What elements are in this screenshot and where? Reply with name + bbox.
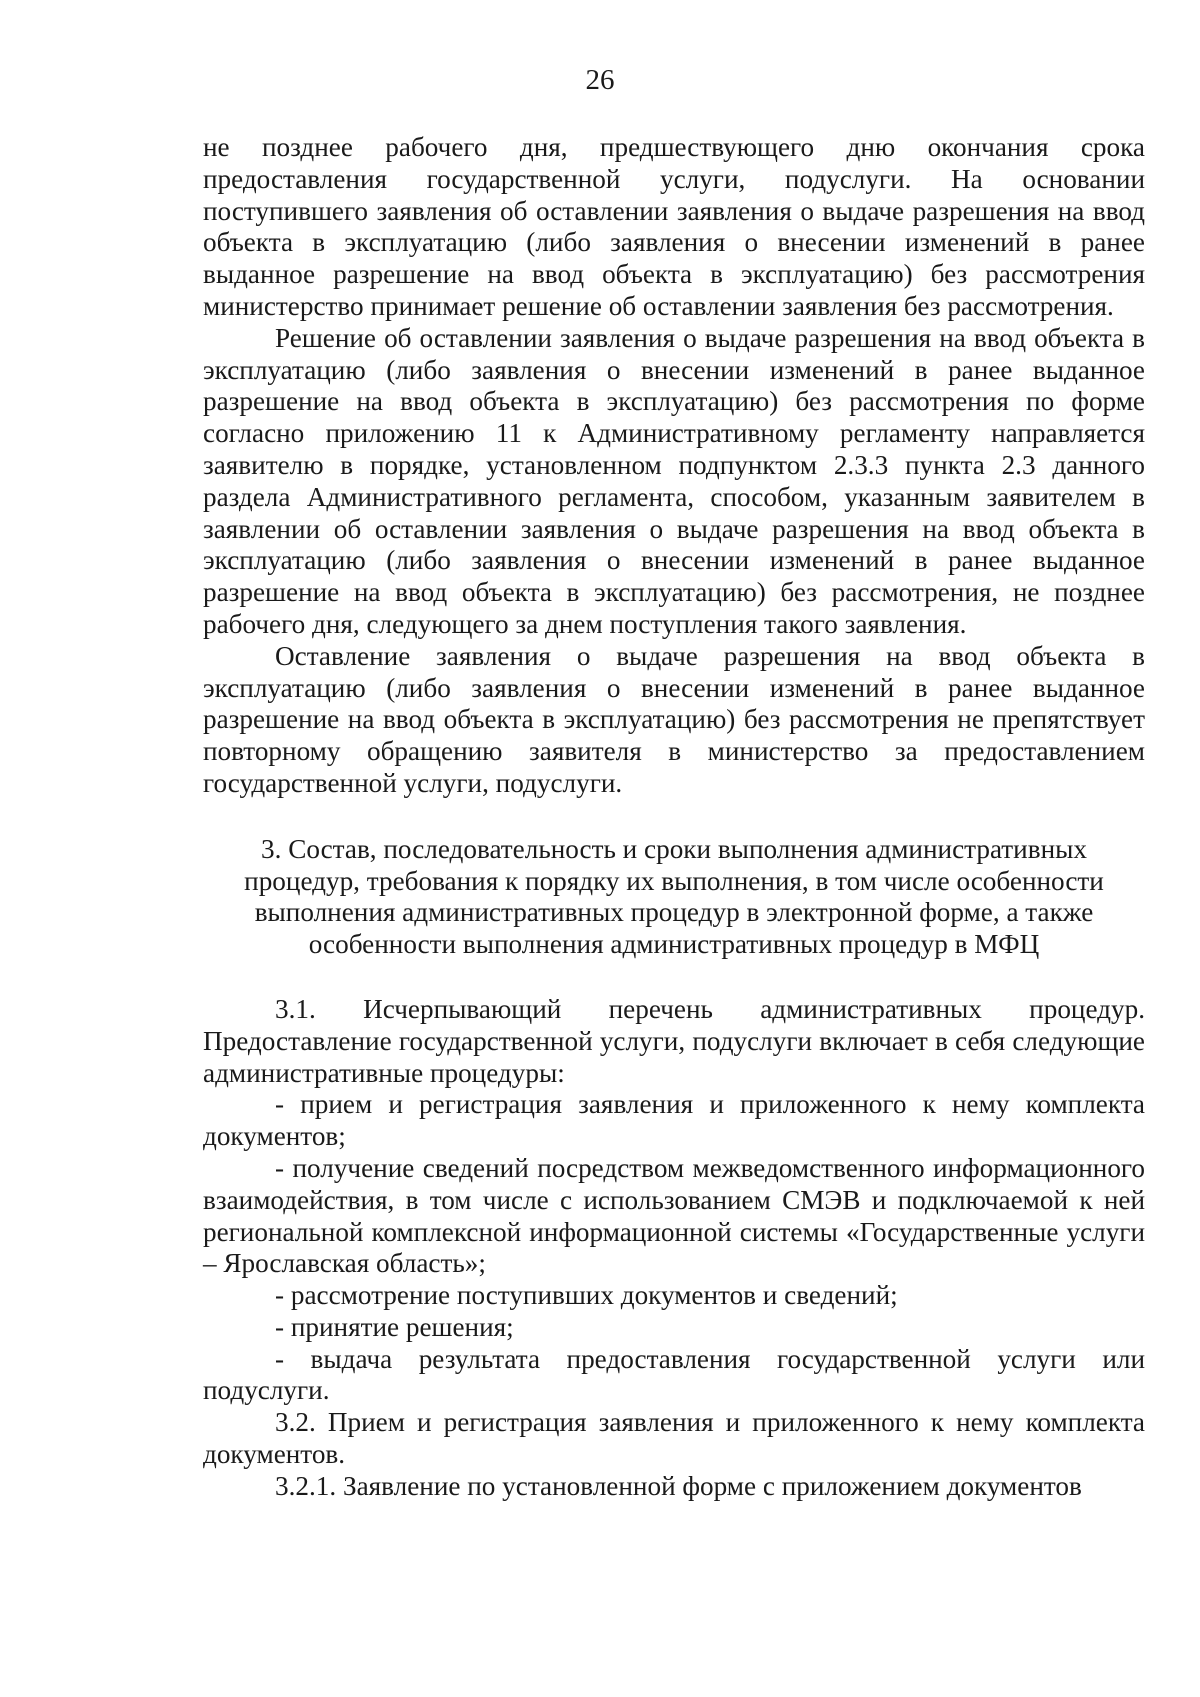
section-heading-line: особенности выполнения административных процедур в МФЦ — [308, 929, 1040, 960]
paragraph: 3.2. Прием и регистрация заявления и приложенного к нему комплекта документов. — [203, 1407, 1145, 1470]
list-item: - рассмотрение поступивших документов и сведений; — [275, 1280, 898, 1311]
document-body — [203, 132, 1145, 1503]
list-item: - принятие решения; — [275, 1311, 514, 1342]
paragraph: 3.1. Исчерпывающий перечень административных процедур. Предоставление государственной услуги, подуслуги включает в себя следующие административные процедуры: — [203, 993, 1145, 1088]
list-item: - получение сведений посредством межведомственного информационного взаимодействия, в том числе с использованием СМЭВ и подключаемой к ней региональной комплексной информационной системы «Государственные услуги – Ярославская область»; — [203, 1152, 1145, 1279]
list-item: - прием и регистрация заявления и приложенного к нему комплекта документов; — [203, 1089, 1145, 1152]
paragraph: Оставление заявления о выдаче разрешения на ввод объекта в эксплуатацию (либо заявления о внесении изменений в ранее выданное разрешение на ввод объекта в эксплуатацию) без рассмотрения не препятствует повторному обращению заявителя в министерство за предоставлением государственной услуги, подуслуги. — [203, 640, 1145, 798]
paragraph: Решение об оставлении заявления о выдаче разрешения на ввод объекта в эксплуатацию (либо заявления о внесении изменений в ранее выданное разрешение на ввод объекта в эксплуатацию) без рассмотрения по форме согласно приложению 11 к Административному регламенту направляется заявителю в порядке, установленном подпунктом 2.3.3 пункта 2.3 данного раздела Административного регламента, способом, указанным заявителем в заявлении об оставлении заявления о выдаче разрешения на ввод объекта в эксплуатацию (либо заявления о внесении изменений в ранее выданное разрешение на ввод объекта в эксплуатацию) без рассмотрения, не позднее рабочего дня, следующего за днем поступления такого заявления. — [203, 322, 1145, 639]
section-heading-line: выполнения административных процедур в электронной форме, а также — [254, 897, 1094, 928]
paragraph: не позднее рабочего дня, предшествующего дню окончания срока предоставления государственной услуги, подуслуги. На основании поступившего заявления об оставлении заявления о выдаче разрешения на ввод объекта в эксплуатацию (либо заявления о внесении изменений в ранее выданное разрешение на ввод объекта в эксплуатацию) без рассмотрения министерство принимает решение об оставлении заявления без рассмотрения. — [203, 132, 1145, 321]
section-heading — [203, 800, 1145, 994]
paragraph: 3.2.1. Заявление по установленной форме с приложением документов — [275, 1470, 1082, 1501]
page-number: 26 — [585, 64, 615, 96]
section-heading-line: 3. Состав, последовательность и сроки выполнения административных — [261, 833, 1087, 864]
list-item: - выдача результата предоставления государственной услуги или подуслуги. — [203, 1343, 1145, 1406]
section-heading-line: процедур, требования к порядку их выполнения, в том числе особенности — [244, 865, 1104, 896]
